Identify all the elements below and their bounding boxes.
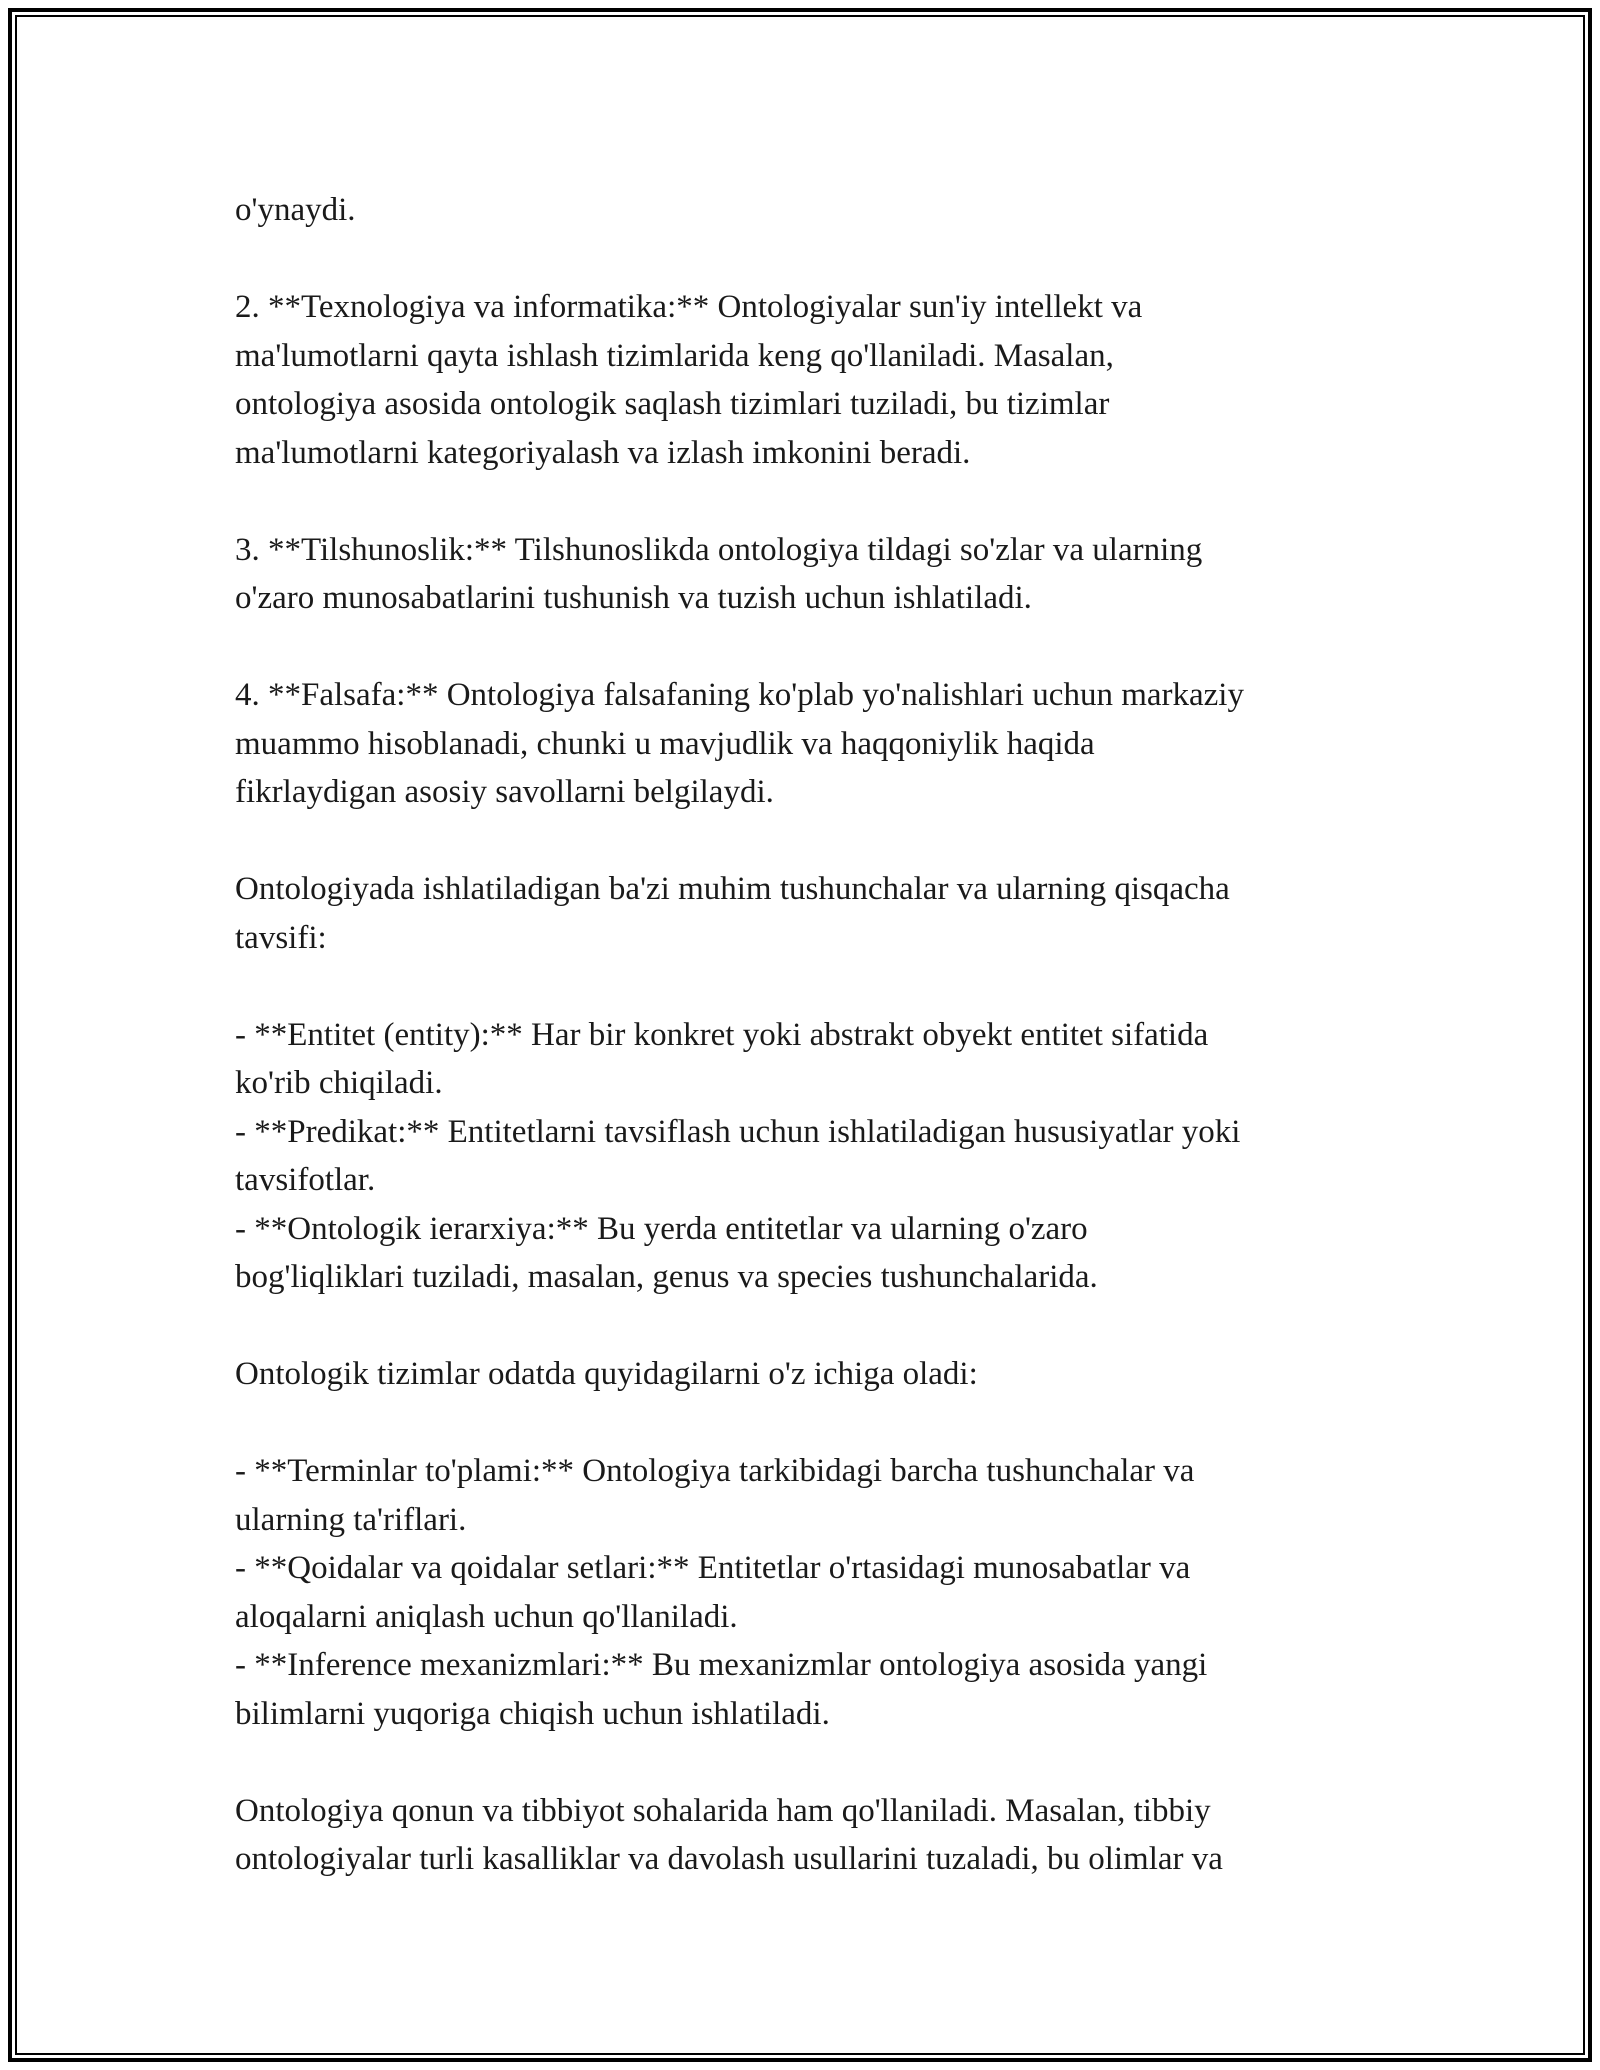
paragraph-systems-intro: Ontologik tizimlar odatda quyidagilarni o'z ichiga oladi:	[235, 1356, 978, 1392]
paragraph-law-medicine: Ontologiya qonun va tibbiyot sohalarida ham qo'llaniladi. Masalan, tibbiy ontologiyalar turli kasalliklar va davolash usullarini tuzaladi, bu olimlar va	[235, 1792, 1223, 1877]
paragraph-concepts-intro: Ontologiyada ishlatiladigan ba'zi muhim tushunchalar va ularning qisqacha tavsifi:	[235, 871, 1230, 956]
paragraph-continuation: o'ynaydi.	[235, 192, 356, 228]
list-systems: - **Terminlar to'plami:** Ontologiya tarkibidagi barcha tushunchalar va ularning ta'riflari. - **Qoidalar va qoidalar setlari:** Entitetlar o'rtasidagi munosabatlar va aloqalarni aniqlash uchun qo'llaniladi. - **Inference mexanizmlari:** Bu mexanizmlar ontologiya asosida yangi bilimlarni yuqoriga chiqish uchun ishlatiladi.	[235, 1453, 1208, 1732]
document-body	[235, 186, 1375, 1932]
paragraph-technology: 2. **Texnologiya va informatika:** Ontologiyalar sun'iy intellekt va ma'lumotlarni qayta ishlash tizimlarida keng qo'llaniladi. Masalan, ontologiya asosida ontologik saqlash tizimlari tuziladi, bu tizimlar ma'lumotlarni kategoriyalash va izlash imkonini beradi.	[235, 289, 1143, 471]
list-concepts: - **Entitet (entity):** Har bir konkret yoki abstrakt obyekt entitet sifatida ko'rib chiqiladi. - **Predikat:** Entitetlarni tavsiflash uchun ishlatiladigan hususiyatlar yoki tavsifotlar. - **Ontologik ierarxiya:** Bu yerda entitetlar va ularning o'zaro bog'liqliklari tuziladi, masalan, genus va species tushunchalarida.	[235, 1016, 1241, 1295]
paragraph-philosophy: 4. **Falsafa:** Ontologiya falsafaning ko'plab yo'nalishlari uchun markaziy muammo hisoblanadi, chunki u mavjudlik va haqqoniylik haqida fikrlaydigan asosiy savollarni belgilaydi.	[235, 677, 1244, 810]
paragraph-linguistics: 3. **Tilshunoslik:** Tilshunoslikda ontologiya tildagi so'zlar va ularning o'zaro munosabatlarini tushunish va tuzish uchun ishlatiladi.	[235, 531, 1203, 616]
